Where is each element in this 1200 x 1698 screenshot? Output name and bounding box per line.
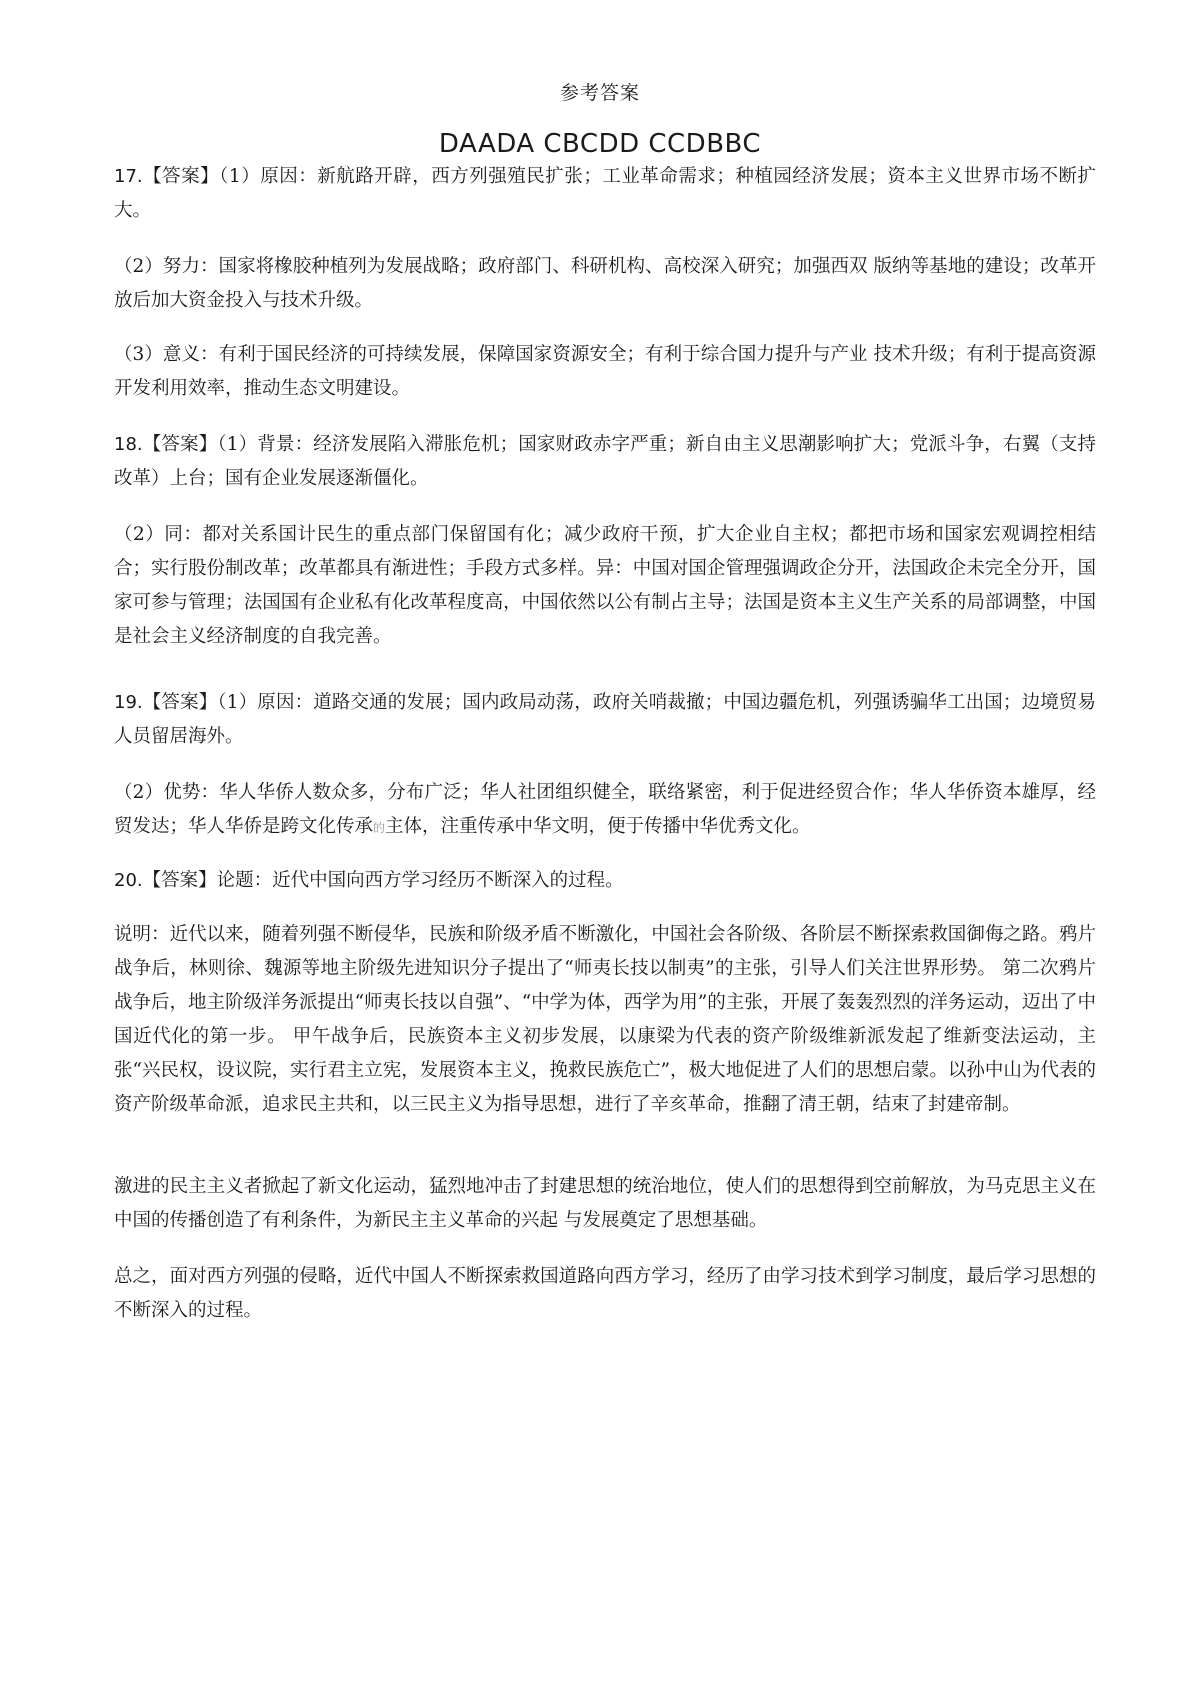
q17-part3: （3）意义：有利于国民经济的可持续发展，保障国家资源安全；有利于综合国力提升与产业 技术升级；有利于提高资源开发利用效率，推动生态文明建设。 [114,344,1096,399]
q17-part1-text: （1）原因：新航路开辟，西方列强殖民扩张；工业革命需求；种植园经济发展；资本主义世界市场不断扩大。 [114,166,1096,221]
q18-part1-text: （1）背景：经济发展陷入滞胀危机；国家财政赤字严重；新自由主义思潮影响扩大；党派斗争，右翼（支持改革）上台；国有企业发展逐渐僵化。 [114,434,1096,489]
q19-part2-text-a: （2）优势：华人华侨人数众多，分布广泛；华人社团组织健全，联络紧密，利于促进经贸合作；华人华侨资本雄厚，经贸发达；华人华侨是跨文化传承 [114,782,1096,837]
q20-explanation-cont: 激进的民主主义者掀起了新文化运动，猛烈地冲击了封建思想的统治地位，使人们的思想得到空前解放，为马克思主义在中国的传播创造了有利条件，为新民主主义革命的兴起 与发展奠定了思想基础。 [114,1176,1096,1231]
q19-answer-tag: 【答案】 [142,692,218,713]
q17-part2: （2）努力：国家将橡胶种植列为发展战略；政府部门、科研机构、高校深入研究；加强西双 版纳等基地的建设；改革开放后加大资金投入与技术升级。 [114,256,1096,311]
q20-thesis [114,864,1096,898]
q20-answer-tag: 【答案】 [142,870,217,891]
q19-part1-text: （1）原因：道路交通的发展；国内政局动荡，政府关哨裁撤；中国边疆危机，列强诱骗华工出国；边境贸易人员留居海外。 [114,692,1096,747]
q19-part2-small-char: 的 [373,821,386,835]
q19-part2-text-b: 主体，注重传承中华文明，便于传播中华优秀文化。 [385,816,811,837]
q17-part1 [114,160,1096,228]
q18-part1 [114,428,1096,496]
q17-number: 17. [114,166,143,187]
q20-number: 20. [114,870,143,891]
q20-thesis-text: 论题：近代中国向西方学习经历不断深入的过程。 [216,870,624,891]
q17-answer-tag: 【答案】 [142,166,220,187]
q18-part2: （2）同：都对关系国计民生的重点部门保留国有化；减少政府干预，扩大企业自主权；都把市场和国家宏观调控相结合；实行股份制改革；改革都具有渐进性；手段方式多样。异：中国对国企管理强调政企分开，法国政企未完全分开，国家可参与管理；法国国有企业私有化改革程度高，中国依然以公有制占主导；法国是资本主义生产关系的局部调整，中国是社会主义经济制度的自我完善。 [114,524,1096,647]
q20-explanation: 说明：近代以来，随着列强不断侵华，民族和阶级矛盾不断激化，中国社会各阶级、各阶层不断探索救国御侮之路。鸦片战争后，林则徐、魏源等地主阶级先进知识分子提出了“师夷长技以制夷”的主张，引导人们关注世界形势。 第二次鸦片战争后，地主阶级洋务派提出“师夷长技以自强”、“中学为体，西学为用”的主张，开展了轰轰烈烈的洋务运动，迈出了中国近代化的第一步。 甲午战争后，民族资本主义初步发展，以康梁为代表的资产阶级维新派发起了维新变法运动，主张“兴民权，设议院，实行君主立宪，发展资本主义，挽救民族危亡”，极大地促进了人们的思想启蒙。以孙中山为代表的资产阶级革命派，追求民主共和，以三民主义为指导思想，进行了辛亥革命，推翻了清王朝，结束了封建帝制。 [114,924,1096,1115]
q19-part2 [114,776,1096,845]
page-title: 参考答案 [559,82,640,104]
q20-conclusion: 总之，面对西方列强的侵略，近代中国人不断探索救国道路向西方学习，经历了由学习技术到学习制度，最后学习思想的不断深入的过程。 [114,1266,1096,1321]
q19-part1 [114,686,1096,754]
q19-number: 19. [114,692,143,713]
q18-number: 18. [114,434,143,455]
choice-answers: DAADA CBCDD CCDBBC [438,129,762,159]
q18-answer-tag: 【答案】 [142,434,218,455]
